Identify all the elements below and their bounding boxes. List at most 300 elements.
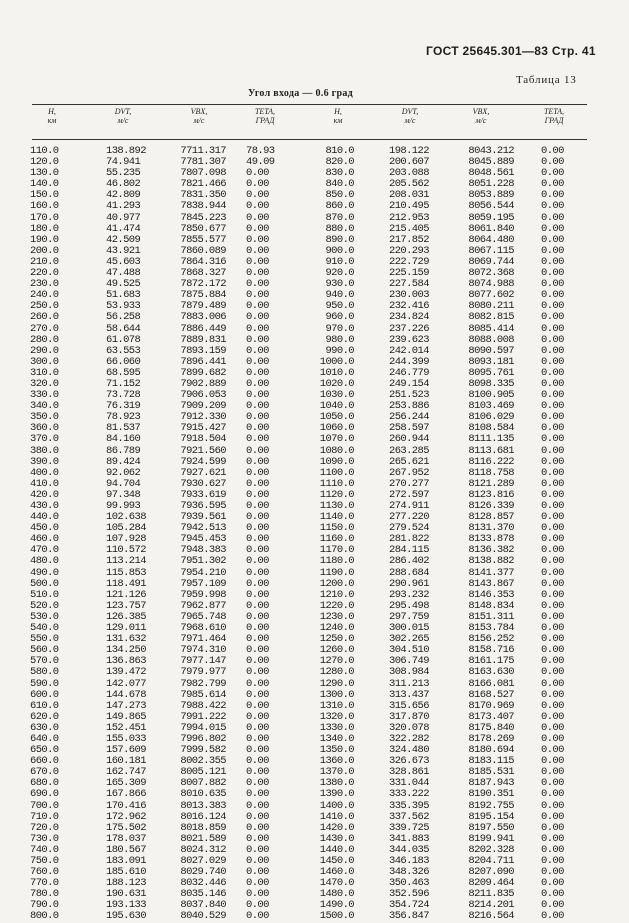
table-cell: 227.584 <box>389 278 429 291</box>
table-cell: 208.031 <box>389 189 429 202</box>
table-cell: 690.0 <box>30 788 59 801</box>
table-cell: 600.0 <box>30 688 59 701</box>
table-cell: 0.00 <box>541 799 564 812</box>
table-cell: 49.525 <box>106 278 141 291</box>
col-header-unit: м/с <box>404 116 416 125</box>
table-cell: 0.00 <box>246 866 269 879</box>
table-cell: 8141.377 <box>468 566 514 579</box>
table-cell: 8126.339 <box>468 500 514 512</box>
table-cell: 740.0 <box>30 843 59 856</box>
table-cell: 7994.015 <box>180 721 226 734</box>
table-cell: 55.235 <box>106 167 141 180</box>
table-cell: 0.00 <box>541 289 564 302</box>
table-cell: 0.00 <box>246 599 269 612</box>
table-cell: 0.00 <box>541 244 564 257</box>
table-cell: 1270.0 <box>319 655 354 668</box>
table-cell: 0.00 <box>541 233 564 246</box>
table-cell: 0.00 <box>541 267 564 280</box>
table-cell: 8113.681 <box>468 444 514 457</box>
table-cell: 8175.840 <box>468 721 514 734</box>
table-cell: 47.488 <box>106 267 141 280</box>
table-cell: 1060.0 <box>319 422 354 435</box>
table-cell: 660.0 <box>30 755 59 768</box>
table-cell: 328.861 <box>389 766 429 779</box>
table-cell: 8216.564 <box>468 910 514 923</box>
table-cell: 8136.382 <box>468 544 514 557</box>
table-cell: 1290.0 <box>319 677 354 690</box>
table-cell: 560.0 <box>30 644 59 657</box>
table-cell: 7906.053 <box>180 389 226 402</box>
table-cell: 620.0 <box>30 710 59 723</box>
table-cell: 134.250 <box>106 644 146 657</box>
table-cell: 1190.0 <box>319 566 354 579</box>
table-cell: 320.078 <box>389 721 429 734</box>
table-cell: 1400.0 <box>319 799 354 812</box>
table-cell: 0.00 <box>541 145 564 157</box>
table-cell: 730.0 <box>30 832 59 845</box>
table-cell: 1230.0 <box>319 610 354 623</box>
table-cell: 1050.0 <box>319 411 354 424</box>
table-cell: 330.0 <box>30 389 59 402</box>
table-cell: 7965.748 <box>180 610 226 623</box>
table-cell: 840.0 <box>325 178 354 191</box>
table-cell: 165.309 <box>106 777 146 790</box>
table-cell: 0.00 <box>541 422 564 435</box>
table-cell: 7974.310 <box>180 644 226 657</box>
table-cell: 205.562 <box>389 178 429 191</box>
table-cell: 260.944 <box>389 433 429 446</box>
table-cell: 0.00 <box>246 344 269 357</box>
table-cell: 0.00 <box>246 322 269 335</box>
table-cell: 8018.859 <box>180 821 226 834</box>
table-cell: 8128.857 <box>468 511 514 524</box>
table-cell: 8111.135 <box>468 433 514 446</box>
table-cell: 940.0 <box>325 289 354 302</box>
table-cell: 1080.0 <box>319 444 354 457</box>
table-cell: 250.0 <box>30 300 59 313</box>
table-cell: 7927.621 <box>180 466 226 479</box>
table-cell: 0.00 <box>541 810 564 823</box>
table-cell: 950.0 <box>325 300 354 313</box>
table-cell: 760.0 <box>30 866 59 879</box>
col-header-dvt-left <box>98 107 148 125</box>
table-cell: 0.00 <box>541 255 564 268</box>
table-cell: 0.00 <box>246 477 269 490</box>
table-cell: 0.00 <box>246 899 269 912</box>
table-cell: 0.00 <box>541 300 564 313</box>
table-cell: 1240.0 <box>319 622 354 635</box>
table-cell: 1490.0 <box>319 899 354 912</box>
table-cell: 7945.453 <box>180 533 226 546</box>
table-cell: 450.0 <box>30 522 59 535</box>
table-cell: 0.00 <box>541 366 564 379</box>
table-cell: 920.0 <box>325 267 354 280</box>
table-cell: 172.962 <box>106 810 146 823</box>
table-cell: 195.630 <box>106 910 146 923</box>
table-cell: 0.00 <box>541 178 564 191</box>
table-cell: 300.015 <box>389 622 429 635</box>
table-cell: 0.00 <box>541 888 564 901</box>
table-cell: 0.00 <box>246 688 269 701</box>
table-cell: 99.993 <box>106 500 141 512</box>
table-cell: 1000.0 <box>319 355 354 368</box>
table-cell: 41.293 <box>106 200 141 213</box>
col-header-teta-right <box>532 107 576 125</box>
table-cell: 8088.008 <box>468 333 514 346</box>
table-cell: 1470.0 <box>319 877 354 890</box>
table-cell: 162.747 <box>106 766 146 779</box>
table-cell: 0.00 <box>541 156 564 169</box>
table-cell: 0.00 <box>246 666 269 679</box>
table-cell: 0.00 <box>246 555 269 568</box>
table-cell: 1450.0 <box>319 855 354 867</box>
table-cell: 0.00 <box>246 289 269 302</box>
table-cell: 370.0 <box>30 433 59 446</box>
table-cell: 8161.175 <box>468 655 514 668</box>
table-cell: 870.0 <box>325 211 354 224</box>
table-cell: 0.00 <box>246 333 269 346</box>
column-h-right <box>306 146 354 923</box>
table-cell: 68.595 <box>106 366 141 379</box>
table-cell: 0.00 <box>246 622 269 635</box>
table-cell: 0.00 <box>246 533 269 546</box>
table-cell: 107.928 <box>106 533 146 546</box>
table-cell: 0.00 <box>246 466 269 479</box>
table-cell: 190.0 <box>30 233 59 246</box>
table-cell: 0.00 <box>246 799 269 812</box>
table-cell: 340.0 <box>30 400 59 413</box>
table-cell: 0.00 <box>246 267 269 280</box>
table-cell: 344.035 <box>389 843 429 856</box>
table-cell: 239.623 <box>389 333 429 346</box>
col-header-unit: ГРАД <box>255 116 275 125</box>
table-cell: 580.0 <box>30 666 59 679</box>
table-cell: 8061.840 <box>468 222 514 235</box>
table-cell: 0.00 <box>246 821 269 834</box>
table-cell: 0.00 <box>541 477 564 490</box>
table-cell: 304.510 <box>389 644 429 657</box>
table-cell: 540.0 <box>30 622 59 635</box>
column-dvt-right <box>389 146 429 923</box>
table-cell: 0.00 <box>246 300 269 313</box>
table-cell: 212.953 <box>389 211 429 224</box>
table-cell: 210.495 <box>389 200 429 213</box>
table-cell: 8180.694 <box>468 744 514 757</box>
table-cell: 331.044 <box>389 777 429 790</box>
table-cell: 1250.0 <box>319 633 354 646</box>
table-cell: 7883.006 <box>180 311 226 324</box>
table-cell: 7962.877 <box>180 599 226 612</box>
table-cell: 230.003 <box>389 289 429 302</box>
table-cell: 0.00 <box>246 200 269 213</box>
table-cell: 222.729 <box>389 255 429 268</box>
table-cell: 300.0 <box>30 355 59 368</box>
table-cell: 7855.577 <box>180 233 226 246</box>
table-cell: 1110.0 <box>319 477 354 490</box>
table-cell: 1300.0 <box>319 688 354 701</box>
table-cell: 185.610 <box>106 866 146 879</box>
col-header-unit: ГРАД <box>544 116 564 125</box>
table-cell: 8153.784 <box>468 622 514 635</box>
table-cell: 200.0 <box>30 244 59 257</box>
table-cell: 129.011 <box>106 622 146 635</box>
table-cell: 7807.098 <box>180 167 226 180</box>
table-cell: 155.033 <box>106 732 146 745</box>
table-cell: 7951.302 <box>180 555 226 568</box>
table-cell: 8090.597 <box>468 344 514 357</box>
table-cell: 1350.0 <box>319 744 354 757</box>
table-cell: 8077.602 <box>468 289 514 302</box>
table-cell: 240.0 <box>30 289 59 302</box>
table-cell: 8209.464 <box>468 877 514 890</box>
table-cell: 0.00 <box>541 766 564 779</box>
col-header-unit: км <box>47 116 57 125</box>
table-cell: 7933.619 <box>180 488 226 501</box>
table-cell: 306.749 <box>389 655 429 668</box>
table-cell: 8007.882 <box>180 777 226 790</box>
table-cell: 8192.755 <box>468 799 514 812</box>
table-cell: 0.00 <box>246 355 269 368</box>
table-cell: 288.684 <box>389 566 429 579</box>
table-cell: 7711.317 <box>180 145 226 157</box>
table-cell: 324.480 <box>389 744 429 757</box>
table-cell: 1140.0 <box>319 511 354 524</box>
table-cell: 0.00 <box>246 433 269 446</box>
table-cell: 8095.761 <box>468 366 514 379</box>
table-cell: 8016.124 <box>180 810 226 823</box>
table-cell: 0.00 <box>541 866 564 879</box>
table-cell: 350.463 <box>389 877 429 890</box>
table-cell: 8085.414 <box>468 322 514 335</box>
table-cell: 270.277 <box>389 477 429 490</box>
table-cell: 0.00 <box>541 622 564 635</box>
table-cell: 8024.312 <box>180 843 226 856</box>
table-cell: 0.00 <box>541 222 564 235</box>
table-cell: 0.00 <box>541 544 564 557</box>
table-cell: 0.00 <box>541 699 564 712</box>
table-cell: 317.870 <box>389 710 429 723</box>
table-cell: 0.00 <box>246 888 269 901</box>
table-cell: 0.00 <box>246 544 269 557</box>
table-cell: 7999.582 <box>180 744 226 757</box>
table-cell: 0.00 <box>541 821 564 834</box>
table-cell: 118.491 <box>106 577 146 590</box>
table-cell: 295.498 <box>389 599 429 612</box>
table-cell: 1220.0 <box>319 599 354 612</box>
table-cell: 0.00 <box>541 588 564 601</box>
col-header-vbx-right <box>456 107 506 125</box>
table-cell: 1500.0 <box>319 910 354 923</box>
table-cell: 270.0 <box>30 322 59 335</box>
table-cell: 81.537 <box>106 422 141 435</box>
table-cell: 49.09 <box>246 156 275 169</box>
table-cell: 0.00 <box>541 522 564 535</box>
table-cell: 73.728 <box>106 389 141 402</box>
col-header-name: TETA, <box>254 107 276 116</box>
table-cell: 7968.610 <box>180 622 226 635</box>
table-cell: 0.00 <box>541 433 564 446</box>
table-cell: 277.220 <box>389 511 429 524</box>
table-cell: 188.123 <box>106 877 146 890</box>
table-cell: 8051.228 <box>468 178 514 191</box>
table-cell: 45.603 <box>106 255 141 268</box>
table-cell: 0.00 <box>246 455 269 468</box>
table-cell: 0.00 <box>541 211 564 224</box>
table-cell: 0.00 <box>246 710 269 723</box>
table-cell: 150.0 <box>30 189 59 202</box>
table-cell: 8195.154 <box>468 810 514 823</box>
table-cell: 253.886 <box>389 400 429 413</box>
table-cell: 237.226 <box>389 322 429 335</box>
table-cell: 8178.269 <box>468 732 514 745</box>
table-cell: 400.0 <box>30 466 59 479</box>
table-cell: 8207.090 <box>468 866 514 879</box>
col-header-h-left <box>32 107 72 125</box>
table-cell: 130.0 <box>30 167 59 180</box>
table-cell: 350.0 <box>30 411 59 424</box>
table-cell: 7845.223 <box>180 211 226 224</box>
table-cell: 121.126 <box>106 588 146 601</box>
table-cell: 1020.0 <box>319 377 354 390</box>
table-cell: 1030.0 <box>319 389 354 402</box>
table-cell: 8035.146 <box>180 888 226 901</box>
table-cell: 149.865 <box>106 710 146 723</box>
table-cell: 136.863 <box>106 655 146 668</box>
table-cell: 142.077 <box>106 677 146 690</box>
table-cell: 8108.584 <box>468 422 514 435</box>
table-cell: 0.00 <box>246 233 269 246</box>
table-cell: 1260.0 <box>319 644 354 657</box>
table-cell: 92.062 <box>106 466 141 479</box>
table-cell: 8121.289 <box>468 477 514 490</box>
table-cell: 500.0 <box>30 577 59 590</box>
column-teta-left <box>246 146 275 923</box>
table-cell: 7918.504 <box>180 433 226 446</box>
table-cell: 590.0 <box>30 677 59 690</box>
table-cell: 131.632 <box>106 633 146 646</box>
table-cell: 290.961 <box>389 577 429 590</box>
table-cell: 550.0 <box>30 633 59 646</box>
table-cell: 0.00 <box>541 610 564 623</box>
table-cell: 8069.744 <box>468 255 514 268</box>
table-cell: 1420.0 <box>319 821 354 834</box>
table-cell: 7991.222 <box>180 710 226 723</box>
table-cell: 0.00 <box>541 400 564 413</box>
table-cell: 0.00 <box>541 555 564 568</box>
table-cell: 138.892 <box>106 145 146 157</box>
col-header-name: H, <box>48 107 56 116</box>
table-cell: 1390.0 <box>319 788 354 801</box>
table-cell: 234.824 <box>389 311 429 324</box>
table-cell: 360.0 <box>30 422 59 435</box>
table-cell: 110.572 <box>106 544 146 557</box>
table-cell: 7875.884 <box>180 289 226 302</box>
table-cell: 1310.0 <box>319 699 354 712</box>
table-cell: 7781.307 <box>180 156 226 169</box>
table-cell: 7899.682 <box>180 366 226 379</box>
table-cell: 720.0 <box>30 821 59 834</box>
table-cell: 8013.383 <box>180 799 226 812</box>
col-header-name: H, <box>334 107 342 116</box>
table-cell: 263.285 <box>389 444 429 457</box>
table-cell: 0.00 <box>541 322 564 335</box>
table-cell: 51.683 <box>106 289 141 302</box>
table-cell: 0.00 <box>541 732 564 745</box>
table-cell: 1320.0 <box>319 710 354 723</box>
table-cell: 7872.172 <box>180 278 226 291</box>
table-cell: 0.00 <box>246 721 269 734</box>
col-header-name: DVT, <box>114 107 132 116</box>
table-cell: 980.0 <box>325 333 354 346</box>
table-cell: 0.00 <box>246 910 269 923</box>
table-cell: 520.0 <box>30 599 59 612</box>
table-cell: 0.00 <box>541 389 564 402</box>
table-cell: 0.00 <box>246 244 269 257</box>
table-cell: 8173.407 <box>468 710 514 723</box>
table-cell: 66.060 <box>106 355 141 368</box>
table-cell: 0.00 <box>541 688 564 701</box>
table-cell: 0.00 <box>246 444 269 457</box>
table-cell: 8043.212 <box>468 145 514 157</box>
table-cell: 8123.816 <box>468 488 514 501</box>
table-cell: 7821.466 <box>180 178 226 191</box>
table-cell: 0.00 <box>541 855 564 867</box>
table-cell: 8190.351 <box>468 788 514 801</box>
table-cell: 315.656 <box>389 699 429 712</box>
table-cell: 640.0 <box>30 732 59 745</box>
table-cell: 7977.147 <box>180 655 226 668</box>
table-cell: 7982.799 <box>180 677 226 690</box>
table-cell: 311.213 <box>389 677 429 690</box>
table-cell: 470.0 <box>30 544 59 557</box>
table-cell: 0.00 <box>541 755 564 768</box>
table-cell: 7838.944 <box>180 200 226 213</box>
table-cell: 7889.831 <box>180 333 226 346</box>
table-cell: 0.00 <box>541 666 564 679</box>
table-cell: 0.00 <box>246 389 269 402</box>
table-cell: 7971.464 <box>180 633 226 646</box>
table-cell: 8138.882 <box>468 555 514 568</box>
table-cell: 0.00 <box>541 344 564 357</box>
table-cell: 7924.599 <box>180 455 226 468</box>
table-cell: 7930.627 <box>180 477 226 490</box>
table-cell: 410.0 <box>30 477 59 490</box>
table-cell: 7988.422 <box>180 699 226 712</box>
table-cell: 1380.0 <box>319 777 354 790</box>
col-header-name: VBX, <box>190 107 208 116</box>
table-cell: 139.472 <box>106 666 146 679</box>
table-cell: 490.0 <box>30 566 59 579</box>
column-h-left <box>30 146 59 923</box>
table-cell: 7896.441 <box>180 355 226 368</box>
table-cell: 8106.029 <box>468 411 514 424</box>
table-cell: 0.00 <box>246 566 269 579</box>
table-cell: 0.00 <box>246 255 269 268</box>
col-header-dvt-right <box>385 107 435 125</box>
table-cell: 71.152 <box>106 377 141 390</box>
table-cell: 8133.878 <box>468 533 514 546</box>
page-header-title: ГОСТ 25645.301—83 Стр. 41 <box>426 44 596 58</box>
table-cell: 0.00 <box>246 744 269 757</box>
table-cell: 440.0 <box>30 511 59 524</box>
table-cell: 7909.209 <box>180 400 226 413</box>
table-cell: 244.399 <box>389 355 429 368</box>
table-cell: 7886.449 <box>180 322 226 335</box>
table-cell: 160.181 <box>106 755 146 768</box>
table-cell: 89.424 <box>106 455 141 468</box>
table-cell: 390.0 <box>30 455 59 468</box>
table-cell: 8059.195 <box>468 211 514 224</box>
